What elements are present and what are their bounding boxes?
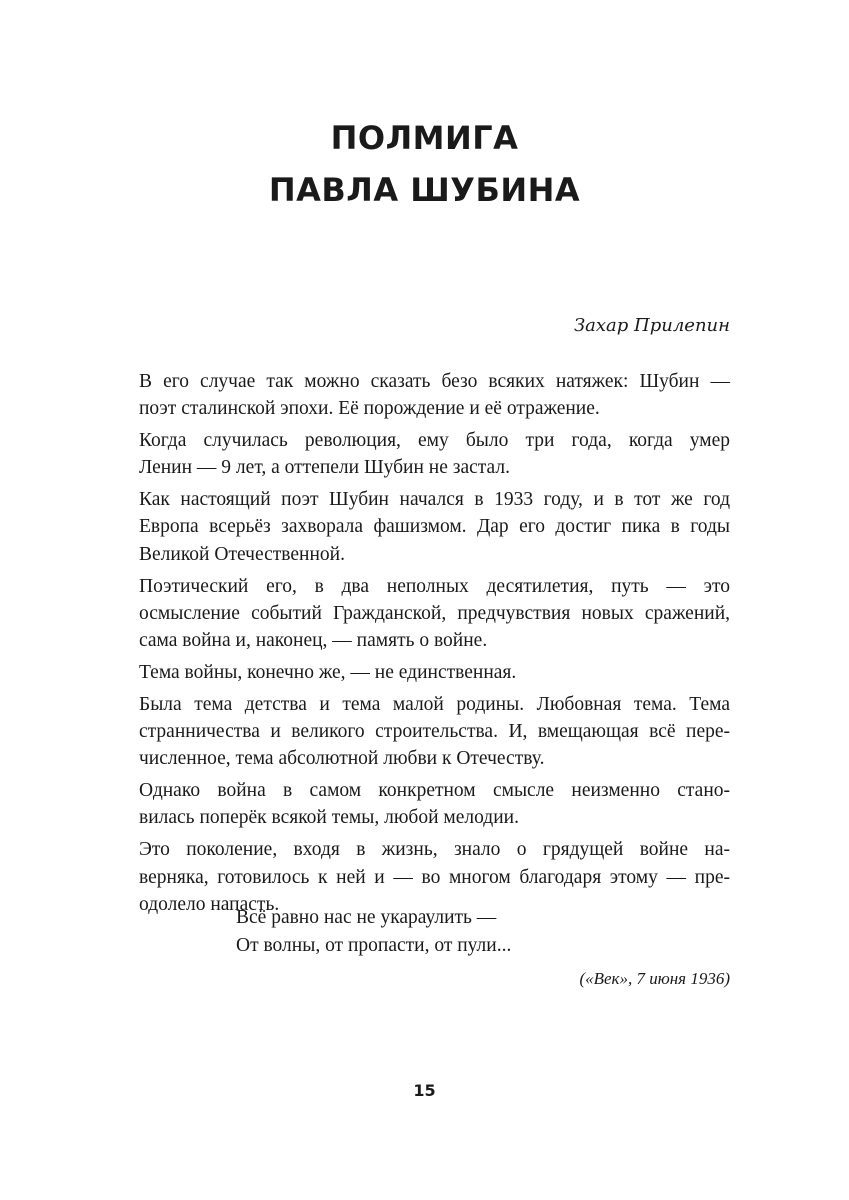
paragraph-line: Это поколение, входя в жизнь, знало о грядущей войне на-: [139, 839, 730, 861]
paragraph-line: сама война и, наконец, — память о войне.: [139, 630, 488, 652]
paragraph-line: Европа всерьёз захворала фашизмом. Дар его достиг пика в годы: [139, 516, 730, 538]
body-text: [103, 368, 730, 923]
verse-quote: [236, 904, 511, 960]
paragraph-line: Однако война в самом конкретном смысле неизменно стано-: [139, 780, 730, 802]
paragraph: [103, 659, 730, 686]
paragraph: [103, 777, 730, 832]
paragraph: [103, 368, 730, 423]
paragraph-line: поэт сталинской эпохи. Её порождение и её отражение.: [139, 398, 600, 420]
paragraph: [103, 486, 730, 568]
chapter-title: [0, 112, 849, 216]
paragraph-line: Когда случилась революция, ему было три года, когда умер: [139, 430, 730, 452]
paragraph-line: Поэтический его, в два неполных десятилетия, путь — это: [139, 575, 730, 597]
paragraph: [103, 427, 730, 482]
paragraph-line: Как настоящий поэт Шубин начался в 1933 году, и в тот же год: [139, 489, 730, 511]
verse-line-1: Всё равно нас не укараулить —: [236, 907, 497, 928]
paragraph-line: вилась поперёк всякой темы, любой мелодии.: [139, 807, 519, 829]
paragraph: [103, 573, 730, 655]
chapter-title-line-1: ПОЛМИГА: [330, 119, 519, 157]
paragraph-line: Тема войны, конечно же, — не единственная.: [139, 661, 517, 683]
paragraph-line: странничества и великого строительства. И, вмещающая всё пере-: [139, 721, 730, 743]
verse-source: («Век», 7 июня 1936): [579, 969, 730, 988]
verse-line-2: От волны, от пропасти, от пули...: [236, 935, 512, 956]
paragraph-line: Ленин — 9 лет, а оттепели Шубин не застал.: [139, 457, 510, 479]
paragraph-line: одолело напасть.: [139, 893, 280, 915]
paragraph: [103, 691, 730, 773]
paragraph-line: Великой Отечественной.: [139, 543, 345, 565]
paragraph-line: верняка, готовилось к ней и — во многом благодаря этому — пре-: [139, 866, 730, 888]
author-name: Захар Прилепин: [573, 315, 730, 336]
page-number: 15: [413, 1081, 436, 1100]
paragraph-line: В его случае так можно сказать безо всяких натяжек: Шубин —: [139, 371, 730, 392]
paragraph-line: численное, тема абсолютной любви к Отечеству.: [139, 748, 545, 770]
chapter-title-line-2: ПАВЛА ШУБИНА: [268, 171, 581, 209]
paragraph-line: осмысление событий Гражданской, предчувствия новых сражений,: [139, 602, 730, 624]
paragraph-line: Была тема детства и тема малой родины. Любовная тема. Тема: [139, 693, 730, 715]
